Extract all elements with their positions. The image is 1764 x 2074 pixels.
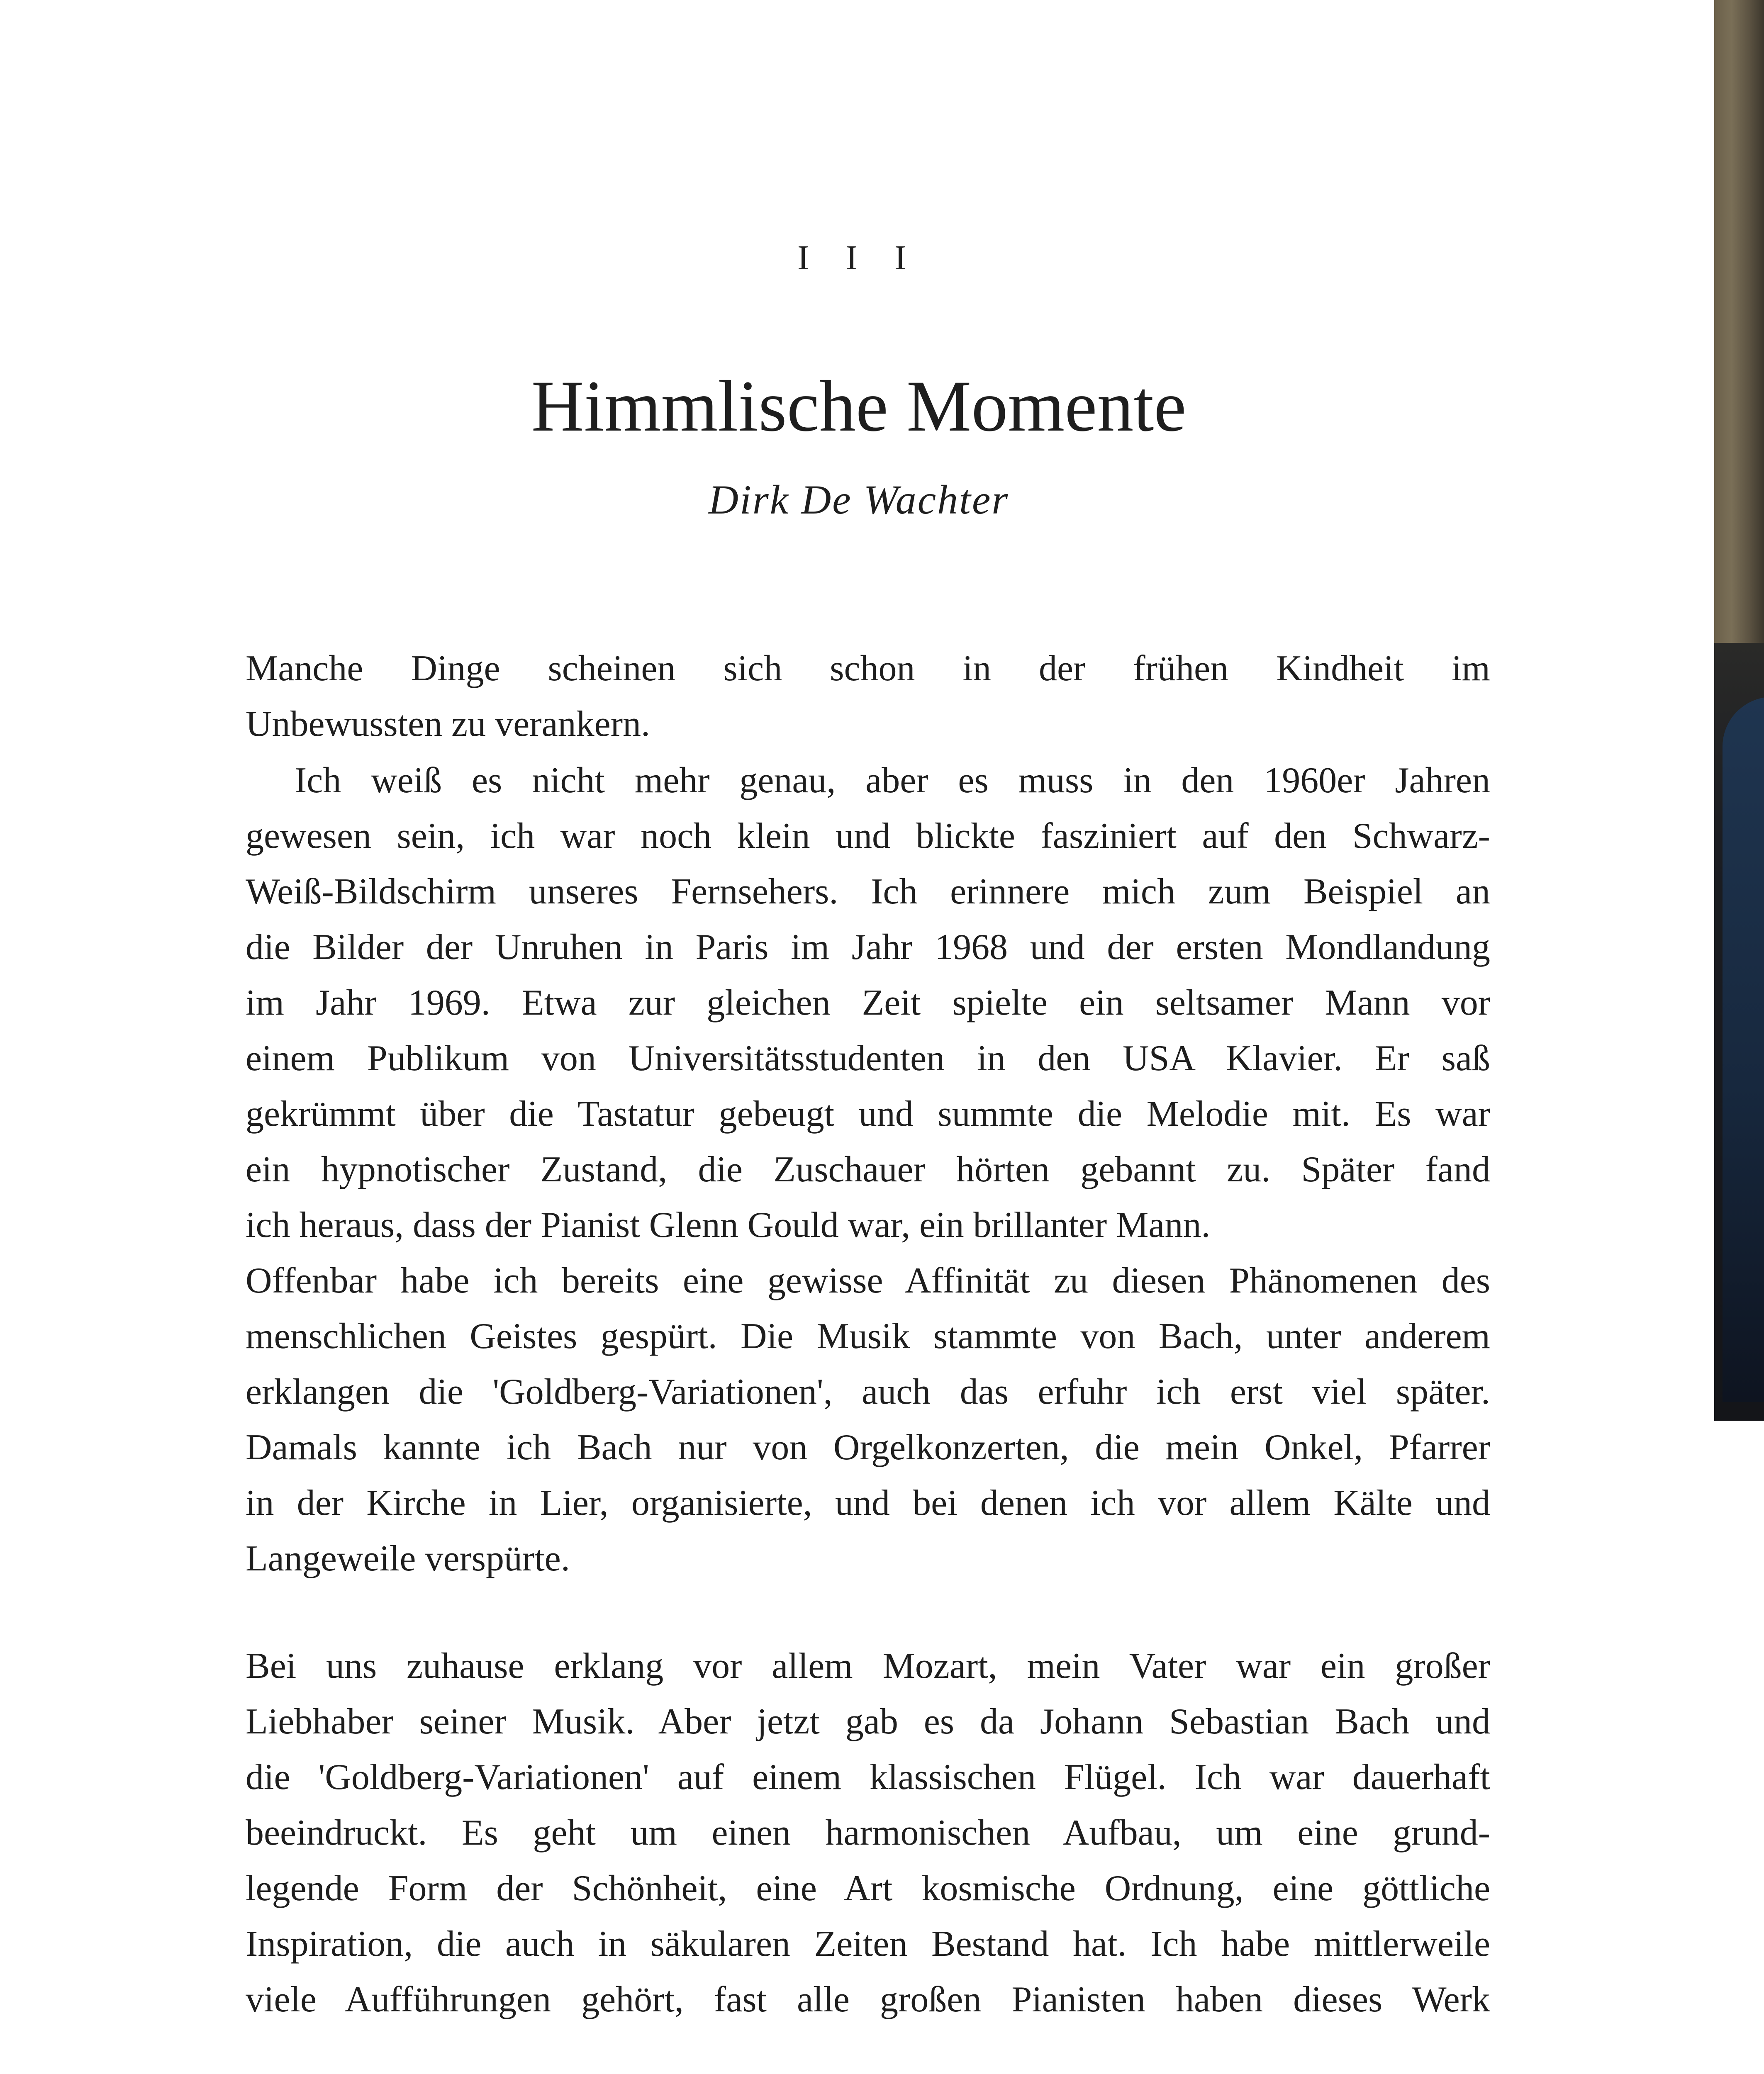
text-line: ein hypnotischer Zustand, die Zuschauer hörten gebannt zu. Später fand [246, 1149, 1490, 1190]
text-line: Offenbar habe ich bereits eine gewisse Affinität zu diesen Phänomenen des [246, 1261, 1490, 1301]
chapter-author: Dirk De Wachter [708, 477, 1009, 523]
text-line: Liebhaber seiner Musik. Aber jetzt gab es da Johann Sebastian Bach und [246, 1702, 1490, 1742]
text-line: die 'Goldberg-Variationen' auf einem klassischen Flügel. Ich war dauerhaft [246, 1757, 1490, 1797]
text-line: ich heraus, dass der Pianist Glenn Gould war, ein brillanter Mann. [246, 1205, 1211, 1245]
text-line: menschlichen Geistes gespürt. Die Musik stammte von Bach, unter anderem [246, 1316, 1490, 1356]
text-line: gewesen sein, ich war noch klein und blickte fasziniert auf den Schwarz- [246, 816, 1490, 856]
text-line: Manche Dinge scheinen sich schon in der frühen Kindheit im [246, 648, 1490, 689]
paragraph-2 [246, 753, 1490, 1587]
text-line: beeindruckt. Es geht um einen harmonischen Aufbau, um eine grund- [246, 1813, 1490, 1853]
paragraph-1 [246, 641, 1490, 752]
text-line: erklangen die 'Goldberg-Variationen', auch das erfuhr ich erst viel später. [246, 1372, 1490, 1412]
text-line: legende Form der Schönheit, eine Art kosmische Ordnung, eine göttliche [246, 1868, 1490, 1908]
paragraph-3 [246, 1638, 1490, 2028]
text-line: im Jahr 1969. Etwa zur gleichen Zeit spielte ein seltsamer Mann vor [246, 983, 1490, 1023]
text-line: Damals kannte ich Bach nur von Orgelkonzerten, die mein Onkel, Pfarrer [246, 1427, 1490, 1468]
text-line: Bei uns zuhause erklang vor allem Mozart, mein Vater war ein großer [246, 1646, 1490, 1686]
photo-edge-image [1714, 0, 1764, 1421]
text-line: viele Aufführungen gehört, fast alle großen Pianisten haben dieses Werk [246, 1979, 1490, 2020]
chapter-title: Himmlische Momente [531, 366, 1187, 447]
text-line: in der Kirche in Lier, organisierte, und bei denen ich vor allem Kälte und [246, 1483, 1490, 1523]
text-line: Langeweile verspürte. [246, 1538, 570, 1579]
text-line: Inspiration, die auch in säkularen Zeiten Bestand hat. Ich habe mittlerweile [246, 1924, 1490, 1964]
text-line: Weiß-Bildschirm unseres Fernsehers. Ich erinnere mich zum Beispiel an [246, 871, 1490, 912]
text-line: Unbewussten zu verankern. [246, 704, 651, 744]
chapter-number: I I I [797, 239, 920, 277]
text-line: einem Publikum von Universitätsstudenten in den USA Klavier. Er saß [246, 1038, 1490, 1078]
text-line: die Bilder der Unruhen in Paris im Jahr 1968 und der ersten Mondlandung [246, 927, 1490, 967]
photo-person-shoulder [1723, 697, 1764, 1402]
text-line: gekrümmt über die Tastatur gebeugt und summte die Melodie mit. Es war [246, 1094, 1490, 1134]
text-line: Ich weiß es nicht mehr genau, aber es muss in den 1960er Jahren [295, 760, 1490, 801]
